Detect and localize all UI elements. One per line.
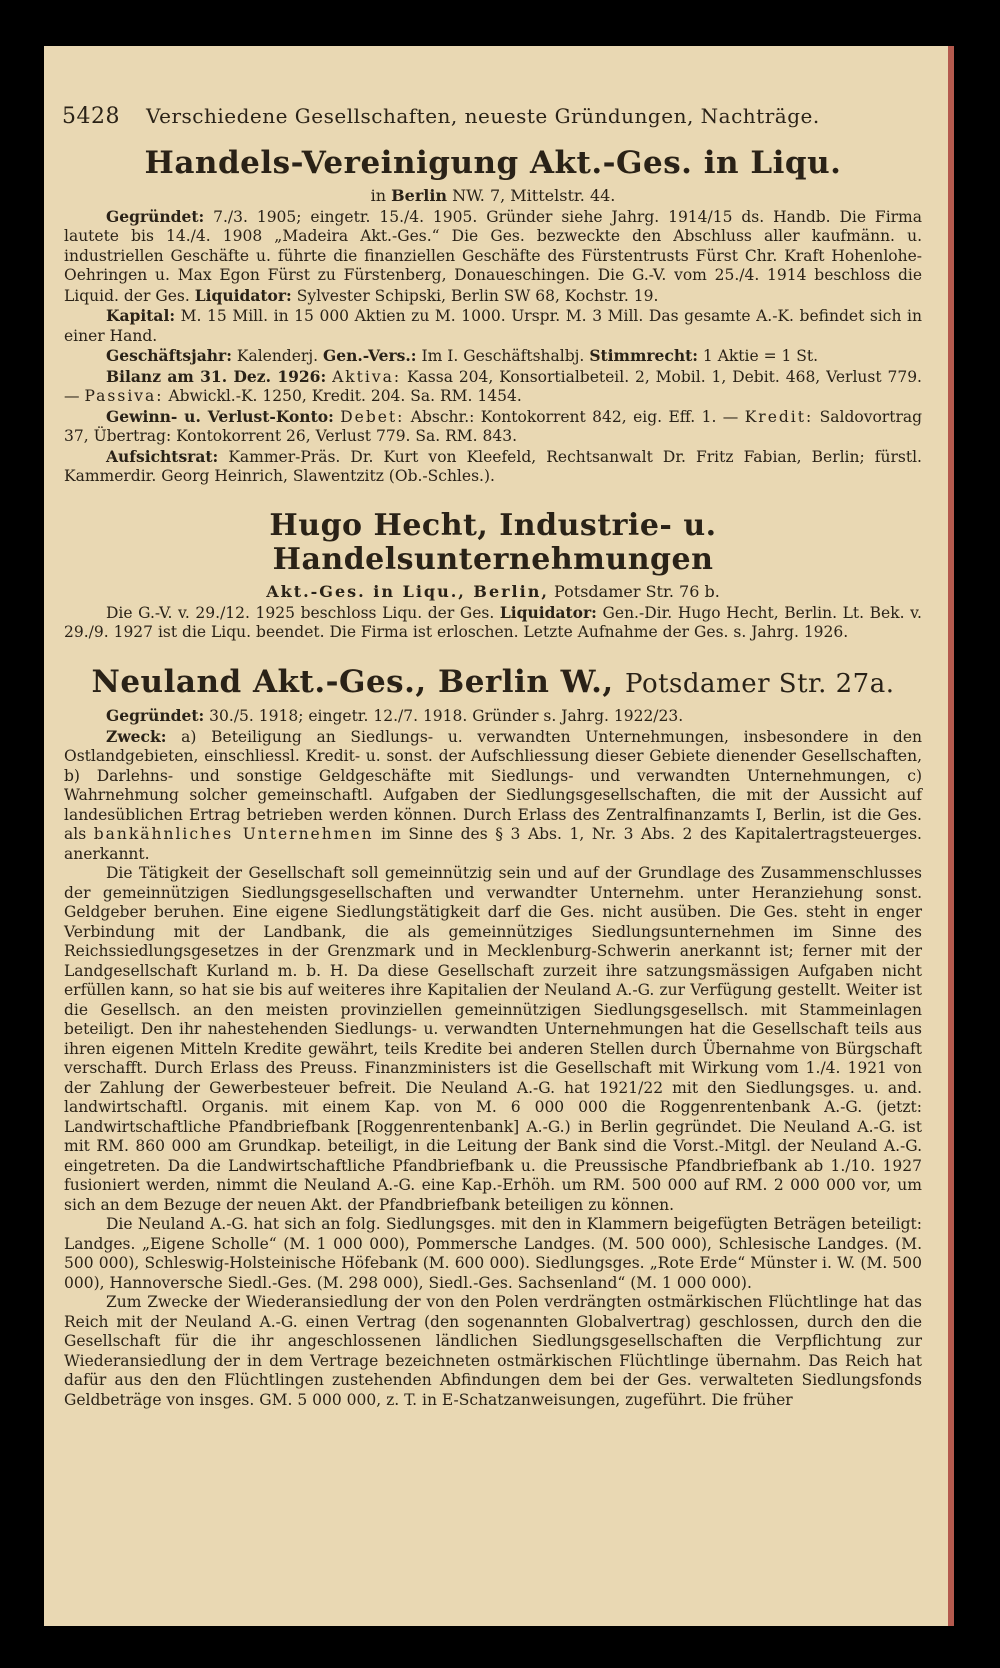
entry-paragraph: Die Neuland A.-G. hat sich an folg. Siedlungsges. mit den in Klammern beigefügten Beträgen beteiligt: Landges. „Eigene Scholle“ (M. 1 000 000), Pommersche Landges. (M. 500 000), Schlesische Landges. (M. 500 000), Schleswig-Holsteinische Höfebank (M. 600 000). Siedlungsges. „Rote Erde“ Münster i. W. (M. 500 000), Hannoversche Siedl.-Ges. (M. 298 000), Siedl.-Ges. Sachsenland“ (M. 1 000 000). bbox=[64, 1215, 922, 1292]
entry-paragraph: Aufsichtsrat: Kammer-Präs. Dr. Kurt von Kleefeld, Rechtsanwalt Dr. Fritz Fabian, Berlin; fürstl. Kammerdir. Georg Heinrich, Slawentzitz (Ob.-Schles.). bbox=[64, 446, 922, 486]
entry-paragraph: Zweck: a) Beteiligung an Siedlungs- u. verwandten Unternehmungen, insbesondere in den Ostlandgebieten, einschliessl. Kredit- u. sonst. der Aufschliessung dieser Gebiete dienender Gesellschaften, b) Darlehns- und sonstige Geldgeschäfte mit Siedlungs- und verwandten Unternehmungen, c) Wahrnehmung solcher gemeinschaftl. Aufgaben der Siedlungsgesellschaften, die mit der Aussicht auf landesüblichen Ertrag betrieben werden können. Durch Erlass des Zentralfinanzamts I, Berlin, ist die Ges. als bankähnliches Unternehmen im Sinne des § 3 Abs. 1, Nr. 3 Abs. 2 des Kapitalertragsteuerges. anerkannt. bbox=[64, 726, 922, 863]
entry-paragraph: Gegründet: 7./3. 1905; eingetr. 15./4. 1905. Gründer siehe Jahrg. 1914/15 ds. Handb. Die Firma lautete bis 14./4. 1908 „Madeira Akt.-Ges.“ Die Ges. bezweckte den Abschluss aller kaufmänn. u. industriellen Geschäfte u. führte die finanziellen Geschäfte des Fürstentrusts Fürst Chr. Kraft Hohenlohe-Oehringen u. Max Egon Fürst zu Fürstenberg, Donaueschingen. Die G.-V. vom 25./4. 1914 beschloss die Liquid. der Ges. Liquidator: Sylvester Schipski, Berlin SW 68, Kochstr. 19. bbox=[64, 206, 922, 305]
entry-address: Akt.-Ges. in Liqu., Berlin, Potsdamer Str. 76 b. bbox=[266, 581, 720, 601]
entry-paragraph: Gewinn- u. Verlust-Konto: Debet: Abschr.: Kontokorrent 842, eig. Eff. 1. — Kredit: Saldovortrag 37, Übertrag: Kontokorrent 26, Verlust 779. Sa. RM. 843. bbox=[64, 406, 923, 446]
entry-paragraph: Zum Zwecke der Wiederansiedlung der von den Polen verdrängten ostmärkischen Flüchtlinge hat das Reich mit der Neuland A.-G. einen Vertrag (den sogenannten Globalvertrag) geschlossen, durch den die Gesellschaft für die ihr angeschlossenen ländlichen Siedlungsgesellschaften die Verpflichtung zur Wiederansiedlung der in dem Vertrage bezeichneten ostmärkischen Flüchtlinge übernahm. Das Reich hat dafür aus den den Flüchtlingen zustehenden Abfindungen dem bei der Ges. verwalteten Siedlungsfonds Geldbeträge von insges. GM. 5 000 000, z. T. in E-Schatzanweisungen, zugeführt. Die früher bbox=[64, 1293, 922, 1409]
entry-paragraph: Die Tätigkeit der Gesellschaft soll gemeinnützig sein und auf der Grundlage des Zusammenschlusses der gemeinnützigen Siedlungsgesellschaften und verwandter Unternehm. unter Heranziehung sonst. Geldgeber beruhen. Eine eigene Siedlungstätigkeit darf die Ges. nicht ausüben. Die Ges. steht in enger Verbindung mit der Landbank, die als gemeinnütziges Siedlungsunternehmen im Sinne des Reichssiedlungsgesetzes in der Grenzmark und in Mecklenburg-Schwerin anerkannt ist; ferner mit der Landgesellschaft Kurland m. b. H. Da diese Gesellschaft zurzeit ihre satzungsmässigen Aufgaben nicht erfüllen kann, so hat sie bis auf weiteres ihre Kapitalien der Neuland A.-G. zur Verfügung gestellt. Weiter ist die Gesellsch. an den meisten provinziellen gemeinnützigen Siedlungsgesellsch. mit Stammeinlagen beteiligt. Den ihr nahestehenden Siedlungs- u. verwandten Unternehmungen hat die Gesellschaft teils aus ihren eigenen Mitteln Kredite gewährt, teils Kredite bei anderen Stellen durch Übernahme von Bürgschaft verschafft. Durch Erlass des Preuss. Finanzministers ist die Gesellschaft mit Wirkung vom 1./4. 1921 von der Zahlung der Gewerbesteuer befreit. Die Neuland A.-G. hat 1921/22 mit den Siedlungsges. u. and. landwirtschaftl. Organis. mit einem Kap. von M. 6 000 000 die Roggenrentenbank A.-G. (jetzt: Landwirtschaftliche Pfandbriefbank [Roggenrentenbank] A.-G.) in Berlin gegründet. Die Neuland A.-G. ist mit RM. 860 000 am Grundkap. beteiligt, in die Leitung der Bank sind die Vorst.-Mitgl. der Neuland A.-G. eingetreten. Da die Landwirtschaftliche Pfandbriefbank u. die Preussische Pfandbriefbank ab 1./10. 1927 fusioniert werden, nimmt die Neuland A.-G. eine Kap.-Erhöh. um RM. 500 000 auf RM. 2 000 000 vor, um sich an dem Bezuge der neuen Akt. der Pfandbriefbank beteiligen zu können. bbox=[64, 864, 922, 1214]
entry-title: Handels-Vereinigung Akt.-Ges. in Liqu. bbox=[144, 145, 842, 181]
entry-paragraph: Bilanz am 31. Dez. 1926: Aktiva: Kassa 204, Konsortialbeteil. 2, Mobil. 1, Debit. 468, Verlust 779. — Passiva: Abwickl.-K. 1250, Kredit. 204. Sa. RM. 1454. bbox=[64, 366, 922, 406]
entry-title: Neuland Akt.-Ges., Berlin W., Potsdamer Str. 27a. bbox=[91, 663, 895, 700]
entry-paragraph: Die G.-V. v. 29./12. 1925 beschloss Liqu. der Ges. Liquidator: Gen.-Dir. Hugo Hecht, Berlin. Lt. Bek. v. 29./9. 1927 ist die Liqu. beendet. Die Firma ist erloschen. Letzte Aufnahme der Ges. s. Jahrg. 1926. bbox=[64, 602, 922, 642]
entry-address: in Berlin NW. 7, Mittelstr. 44. bbox=[370, 185, 616, 205]
entry-paragraph: Gegründet: 30./5. 1918; eingetr. 12./7. 1918. Gründer s. Jahrg. 1922/23. bbox=[106, 706, 684, 726]
running-header bbox=[62, 104, 922, 129]
document-page bbox=[44, 46, 954, 1626]
entry-hugo-hecht bbox=[64, 509, 922, 643]
page-number: 5428 bbox=[62, 104, 120, 129]
entry-paragraph: Geschäftsjahr: Kalenderj. Gen.-Vers.: Im I. Geschäftshalbj. Stimmrecht: 1 Aktie = 1 St. bbox=[106, 346, 819, 366]
entry-handels-vereinigung bbox=[64, 146, 922, 487]
page-content bbox=[64, 146, 922, 1410]
entry-paragraph: Kapital: M. 15 Mill. in 15 000 Aktien zu M. 1000. Urspr. M. 3 Mill. Das gesamte A.-K. befindet sich in einer Hand. bbox=[64, 306, 922, 345]
entry-neuland bbox=[64, 665, 922, 1411]
running-title: Verschiedene Gesellschaften, neueste Gründungen, Nachträge. bbox=[146, 104, 820, 128]
entry-title: Hugo Hecht, Industrie- u. Handelsunternehmungen bbox=[269, 507, 717, 578]
